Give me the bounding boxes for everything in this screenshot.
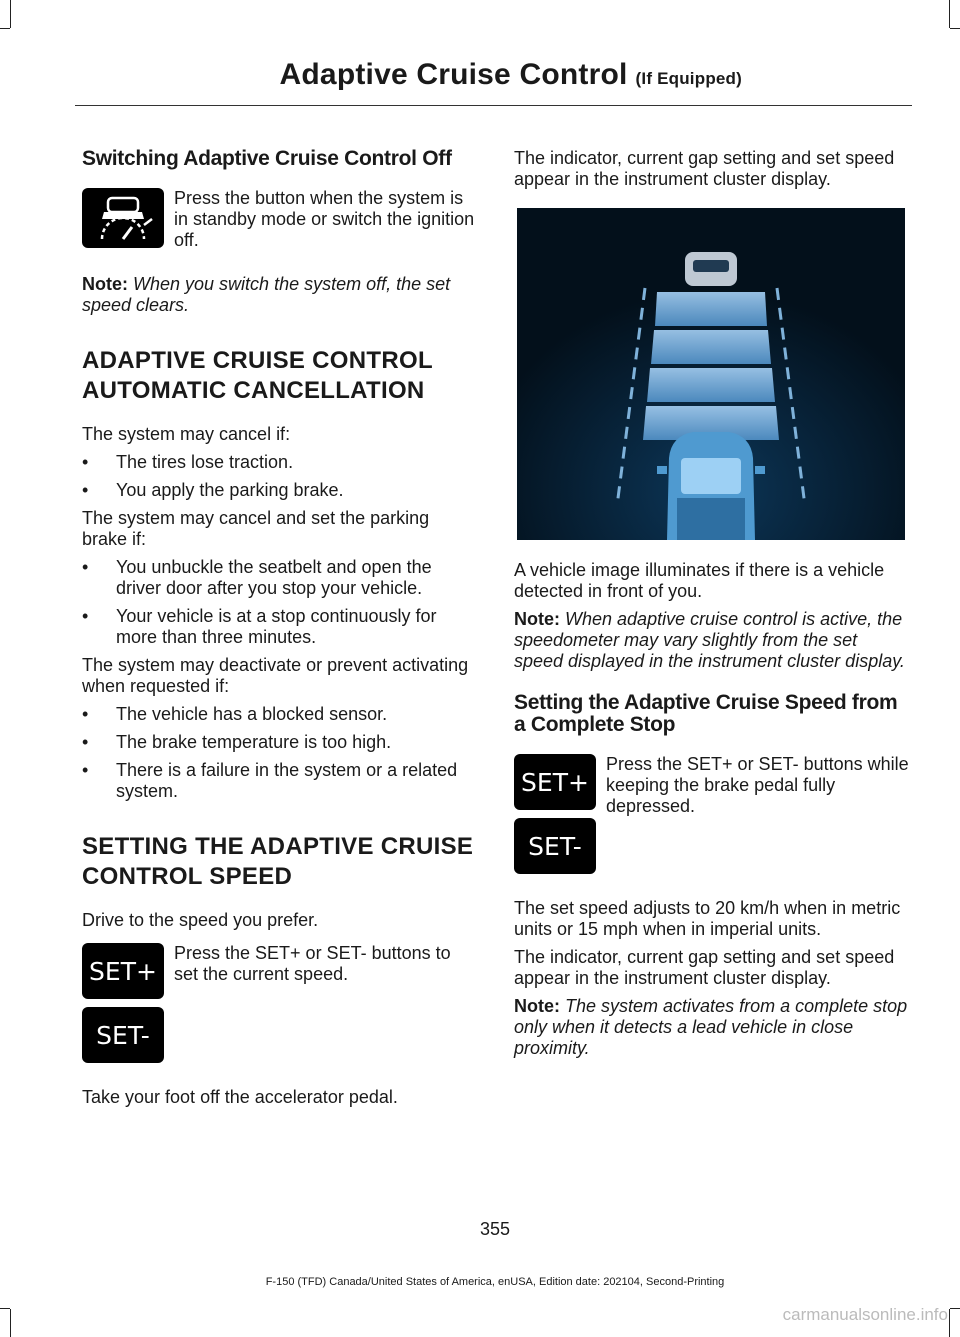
park-brake-intro: The system may cancel and set the parking brake if:	[82, 508, 430, 549]
cancel-list	[82, 452, 477, 501]
set-plus-icon: SET+	[82, 943, 164, 999]
list-item: • You unbuckle the seatbelt and open the driver door after you stop your vehicle.	[82, 557, 477, 599]
list-item: • Your vehicle is at a stop continuously for more than three minutes.	[82, 606, 477, 648]
list-item: • The vehicle has a blocked sensor.	[82, 704, 477, 725]
icon-stack	[514, 754, 606, 882]
crop-mark	[950, 1308, 960, 1309]
set-minus-icon: SET-	[514, 818, 596, 874]
note-label: Note:	[514, 996, 560, 1016]
crop-mark	[10, 0, 11, 28]
note-text: The system activates from a complete stop only when it detects a lead vehicle in close proximity.	[514, 996, 908, 1058]
right-column	[514, 148, 909, 1066]
crop-mark	[949, 0, 950, 28]
set-button-text: Press the SET+ or SET- buttons to set the current speed.	[174, 943, 451, 984]
crop-mark	[0, 28, 10, 29]
icon-stack	[82, 188, 174, 258]
switch-off-row	[82, 188, 477, 258]
drive-text: Drive to the speed you prefer.	[82, 910, 319, 930]
park-brake-list	[82, 557, 477, 648]
vehicle-image-text: A vehicle image illuminates if there is a vehicle detected in front of you.	[514, 560, 885, 601]
adaptive-cruise-icon	[82, 188, 164, 248]
indicator-text-2: The indicator, current gap setting and set speed appear in the instrument cluster display.	[514, 947, 895, 988]
adjust-text: The set speed adjusts to 20 km/h when in metric units or 15 mph when in imperial units.	[514, 898, 901, 939]
header-title: Adaptive Cruise Control	[279, 58, 628, 91]
crop-mark	[949, 1309, 950, 1337]
page-number: 355	[479, 1219, 511, 1239]
switch-off-text: Press the button when the system is in standby mode or switch the ignition off.	[174, 188, 475, 250]
set-minus-icon: SET-	[82, 1007, 164, 1063]
complete-stop-heading: Setting the Adaptive Cruise Speed from a Complete Stop	[514, 691, 898, 736]
deactivate-list	[82, 704, 477, 802]
page-footer: F-150 (TFD) Canada/United States of America, enUSA, Edition date: 202104, Second-Printing	[265, 1276, 725, 1288]
page-header	[0, 58, 742, 92]
complete-stop-text: Press the SET+ or SET- buttons while keeping the brake pedal fully depressed.	[606, 754, 909, 816]
set-buttons-row	[82, 943, 477, 1071]
header-subtitle: (If Equipped)	[635, 69, 742, 88]
set-speed-heading: SETTING THE ADAPTIVE CRUISE CONTROL SPEED	[82, 833, 474, 890]
switch-off-heading: Switching Adaptive Cruise Control Off	[82, 147, 452, 170]
note-1	[82, 274, 477, 316]
deactivate-intro: The system may deactivate or prevent activating when requested if:	[82, 655, 469, 696]
complete-stop-row	[514, 754, 909, 882]
icon-stack	[82, 943, 174, 1071]
set-plus-icon: SET+	[514, 754, 596, 810]
list-item: • There is a failure in the system or a related system.	[82, 760, 477, 802]
header-rule	[75, 105, 912, 106]
note-text: When adaptive cruise control is active, the speedometer may vary slightly from the set speed displayed in the instrument cluster display.	[514, 609, 905, 671]
auto-cancel-heading: ADAPTIVE CRUISE CONTROL AUTOMATIC CANCELLATION	[82, 347, 433, 404]
note-2	[514, 609, 909, 672]
foot-text: Take your foot off the accelerator pedal.	[82, 1087, 398, 1107]
note-3	[514, 996, 909, 1059]
note-label: Note:	[514, 609, 560, 629]
indicator-text: The indicator, current gap setting and set speed appear in the instrument cluster display.	[514, 148, 895, 189]
crop-mark	[0, 1308, 10, 1309]
left-column	[82, 148, 477, 1115]
list-item: • The tires lose traction.	[82, 452, 477, 473]
note-label: Note:	[82, 274, 128, 294]
cancel-intro: The system may cancel if:	[82, 424, 291, 444]
watermark: carmanualsonline.info	[782, 1305, 948, 1324]
cluster-display-image	[517, 208, 905, 540]
crop-mark	[950, 28, 960, 29]
list-item: • The brake temperature is too high.	[82, 732, 477, 753]
crop-mark	[10, 1309, 11, 1337]
note-text: When you switch the system off, the set speed clears.	[82, 274, 451, 315]
list-item: • You apply the parking brake.	[82, 480, 477, 501]
